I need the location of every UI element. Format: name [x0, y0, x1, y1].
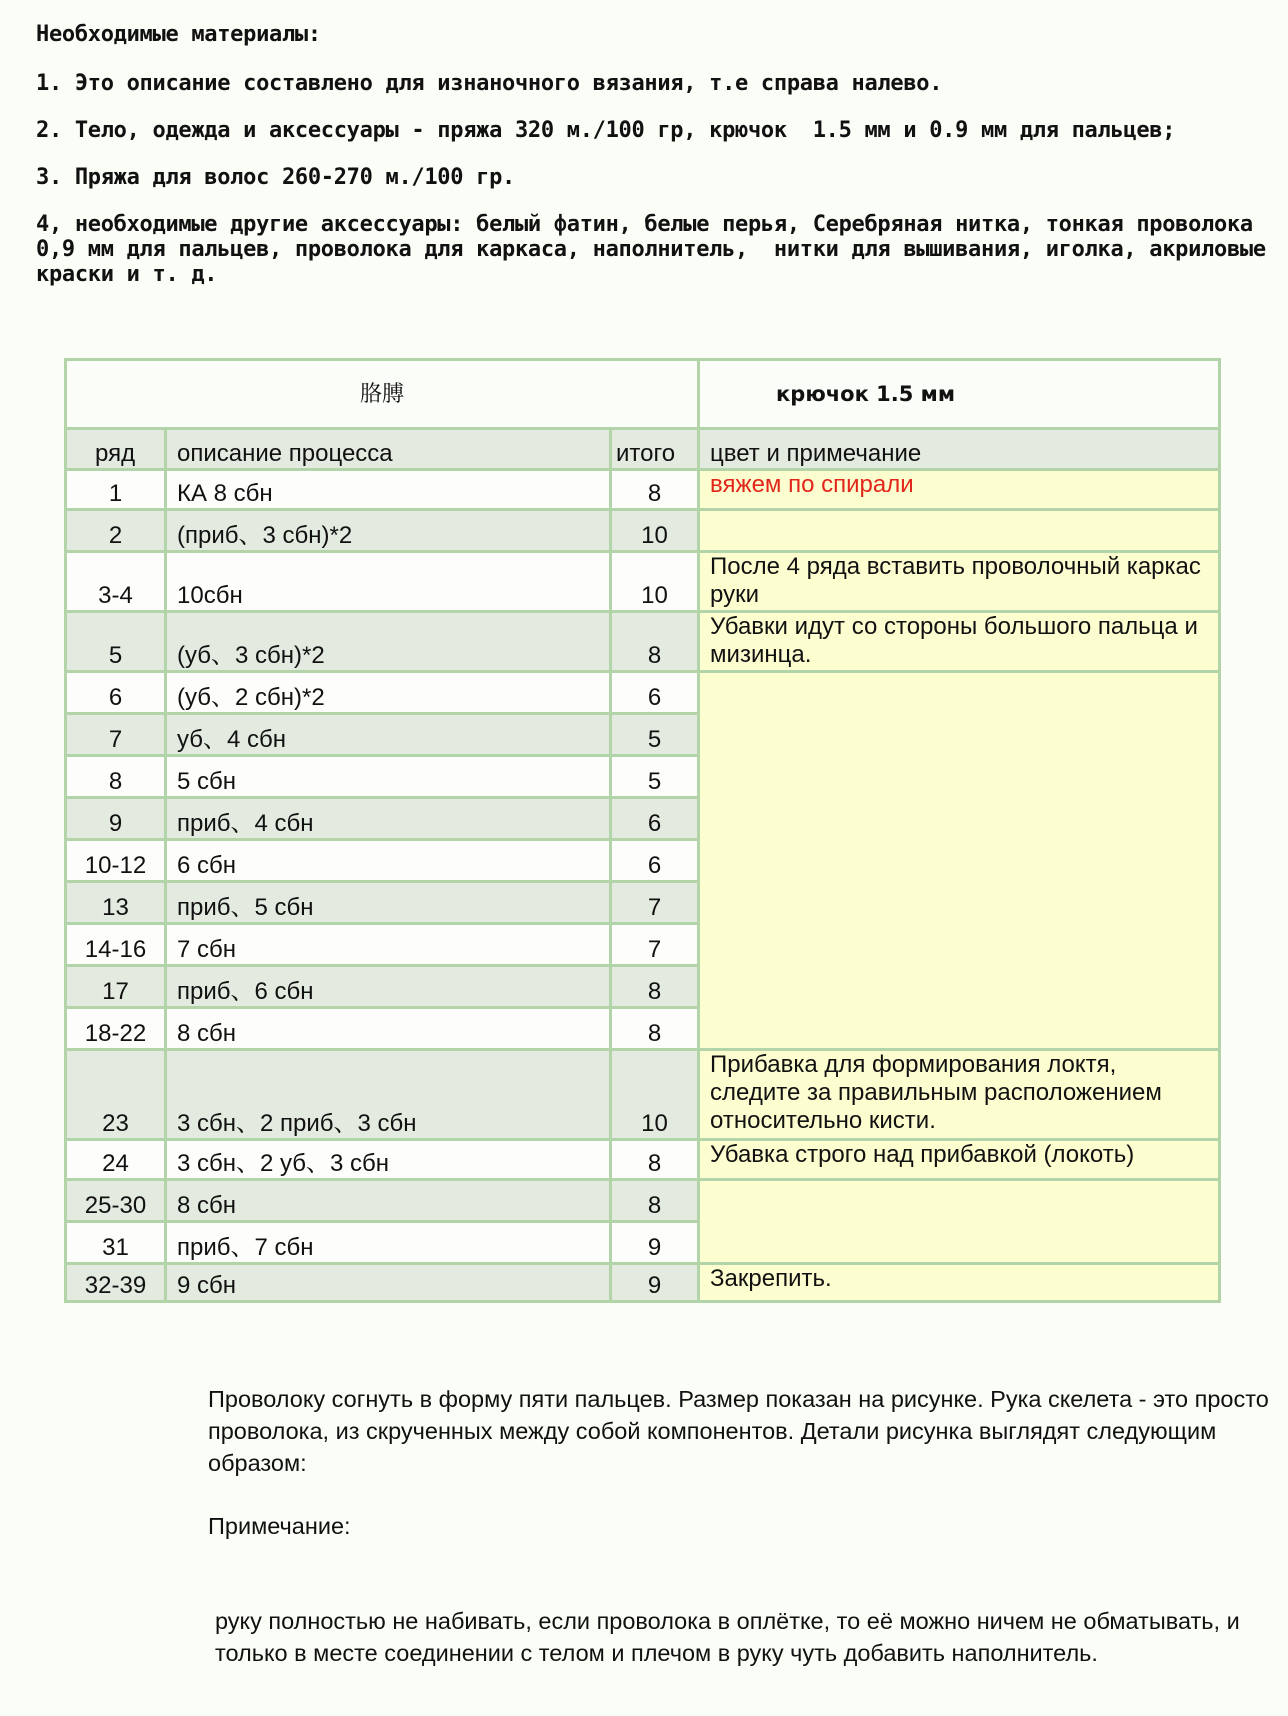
row-total: 6	[611, 672, 699, 714]
stuffing-note	[80, 1605, 1270, 1669]
materials-title: Необходимые материалы:	[36, 22, 321, 47]
row-total: 6	[611, 840, 699, 882]
part-title: 胳膊	[66, 360, 699, 429]
row-description: (уб、3 сбн)*2	[166, 612, 611, 672]
row-number: 10-12	[66, 840, 166, 882]
row-description: КА 8 сбн	[166, 470, 611, 510]
row-total: 7	[611, 924, 699, 966]
row-number: 31	[66, 1222, 166, 1264]
row-note-empty	[699, 1180, 1220, 1264]
wire-instructions-text: Проволоку согнуть в форму пяти пальцев. Размер показан на рисунке. Рука скелета - это просто проволока, из скрученных между собой компонентов. Детали рисунка выглядят следующим образом:	[208, 1386, 1269, 1476]
row-total: 10	[611, 510, 699, 552]
row-description: 9 сбн	[166, 1264, 611, 1302]
table-row	[66, 1050, 1220, 1140]
row-description: приб、4 сбн	[166, 798, 611, 840]
row-total: 8	[611, 1180, 699, 1222]
row-number: 32-39	[66, 1264, 166, 1302]
row-description: 5 сбн	[166, 756, 611, 798]
materials-item-1: 1. Это описание составлено для изнаночного вязания, т.е справа налево.	[36, 71, 943, 96]
note-label: Примечание:	[208, 1513, 351, 1539]
row-total: 8	[611, 1008, 699, 1050]
header-row-number: ряд	[66, 429, 166, 470]
pattern-table	[64, 358, 1221, 1303]
row-note: Убавки идут со стороны большого пальца и мизинца.	[699, 612, 1220, 672]
wire-instructions	[80, 1383, 1270, 1479]
row-description: приб、6 сбн	[166, 966, 611, 1008]
row-total: 9	[611, 1264, 699, 1302]
table-header-row	[66, 429, 1220, 470]
row-number: 23	[66, 1050, 166, 1140]
row-description: 3 сбн、2 приб、3 сбн	[166, 1050, 611, 1140]
row-number: 25-30	[66, 1180, 166, 1222]
row-total: 10	[611, 1050, 699, 1140]
header-description: описание процесса	[166, 429, 611, 470]
row-note: Убавка строго над прибавкой (локоть)	[699, 1140, 1220, 1180]
table-row	[66, 552, 1220, 612]
row-total: 6	[611, 798, 699, 840]
row-total: 8	[611, 966, 699, 1008]
header-total: итого	[611, 429, 699, 470]
row-number: 24	[66, 1140, 166, 1180]
stuffing-note-text: руку полностью не набивать, если проволока в оплётке, то её можно ничем не обматывать, и только в месте соединении с телом и плечом в руку чуть добавить наполнитель.	[215, 1608, 1240, 1666]
row-note-empty	[699, 672, 1220, 1050]
materials-item-4: 4, необходимые другие аксессуары: белый фатин, белые перья, Серебряная нитка, тонкая проволока 0,9 мм для пальцев, проволока для каркаса, наполнитель, нитки для вышивания, иголка, акриловые краски и т. д.	[36, 212, 1279, 287]
row-total: 8	[611, 470, 699, 510]
table-title-row	[66, 360, 1220, 429]
row-description: приб、7 сбн	[166, 1222, 611, 1264]
row-note: После 4 ряда вставить проволочный каркас руки	[699, 552, 1220, 612]
materials-section	[36, 22, 1279, 309]
table-row	[66, 1264, 1220, 1302]
hook-size: крючок 1.5 мм	[699, 360, 1220, 429]
row-description: 6 сбн	[166, 840, 611, 882]
row-note: Прибавка для формирования локтя, следите за правильным расположением относительно кисти.	[699, 1050, 1220, 1140]
row-number: 3-4	[66, 552, 166, 612]
materials-item-2: 2. Тело, одежда и аксессуары - пряжа 320 м./100 гр, крючок 1.5 мм и 0.9 мм для пальцев;	[36, 118, 1176, 143]
row-total: 5	[611, 714, 699, 756]
row-total: 5	[611, 756, 699, 798]
table-row	[66, 1180, 1220, 1222]
row-total: 9	[611, 1222, 699, 1264]
row-description: уб、4 сбн	[166, 714, 611, 756]
row-number: 7	[66, 714, 166, 756]
table-row	[66, 510, 1220, 552]
row-number: 6	[66, 672, 166, 714]
row-description: 10сбн	[166, 552, 611, 612]
table-row	[66, 1140, 1220, 1180]
row-description: 8 сбн	[166, 1180, 611, 1222]
row-note-empty	[699, 510, 1220, 552]
row-description: 8 сбн	[166, 1008, 611, 1050]
row-description: (уб、2 сбн)*2	[166, 672, 611, 714]
row-description: 7 сбн	[166, 924, 611, 966]
row-description: приб、5 сбн	[166, 882, 611, 924]
row-note: вяжем по спирали	[699, 470, 1220, 510]
materials-item-3: 3. Пряжа для волос 260-270 м./100 гр.	[36, 165, 515, 190]
row-number: 2	[66, 510, 166, 552]
row-total: 8	[611, 612, 699, 672]
row-total: 8	[611, 1140, 699, 1180]
row-note: Закрепить.	[699, 1264, 1220, 1302]
header-note: цвет и примечание	[699, 429, 1220, 470]
row-number: 18-22	[66, 1008, 166, 1050]
row-number: 14-16	[66, 924, 166, 966]
row-number: 8	[66, 756, 166, 798]
row-total: 7	[611, 882, 699, 924]
row-description: (приб、3 сбн)*2	[166, 510, 611, 552]
row-total: 10	[611, 552, 699, 612]
row-number: 13	[66, 882, 166, 924]
row-number: 5	[66, 612, 166, 672]
row-number: 17	[66, 966, 166, 1008]
row-number: 1	[66, 470, 166, 510]
table-row	[66, 672, 1220, 714]
row-number: 9	[66, 798, 166, 840]
table-row	[66, 470, 1220, 510]
table-row	[66, 612, 1220, 672]
row-description: 3 сбн、2 уб、3 сбн	[166, 1140, 611, 1180]
